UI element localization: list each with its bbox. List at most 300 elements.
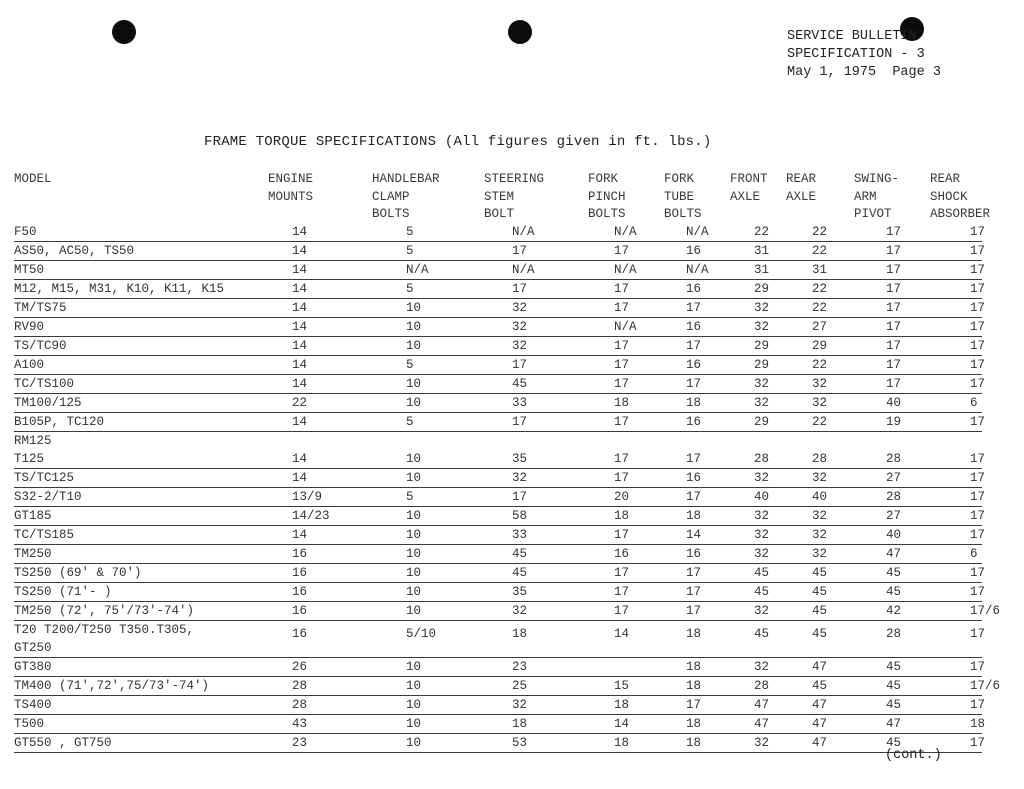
cell-rear-axle: 45: [812, 585, 828, 599]
col-header-rear-axle: REAR AXLE: [786, 172, 817, 204]
table-row: [14, 469, 986, 488]
cell-rear-axle: 22: [812, 244, 828, 258]
cell-handlebar-clamp: 5: [406, 282, 414, 296]
cell-rear-shock: 17: [970, 377, 986, 391]
cell-handlebar-clamp: 5: [406, 490, 414, 504]
cell-rear-shock: 17: [970, 471, 986, 485]
cell-engine-mounts: 28: [292, 679, 308, 693]
cell-rear-shock: 17: [970, 528, 986, 542]
cell-fork-tube: 18: [686, 509, 702, 523]
cell-front-axle: 32: [754, 377, 770, 391]
cell-steering-stem: 25: [512, 679, 528, 693]
col-header-model: MODEL: [14, 172, 52, 186]
cell-rear-axle: 31: [812, 263, 828, 277]
cell-swing-arm: 17: [886, 358, 902, 372]
cell-steering-stem: 45: [512, 566, 528, 580]
cell-steering-stem: 17: [512, 358, 528, 372]
col-header-steering-stem: STEERING STEM BOLT: [484, 172, 545, 221]
cell-steering-stem: 23: [512, 660, 528, 674]
cell-swing-arm: 45: [886, 566, 902, 580]
cell-engine-mounts: 43: [292, 717, 308, 731]
cell-steering-stem: 32: [512, 698, 528, 712]
table-row: [14, 677, 1001, 696]
cell-swing-arm: 45: [886, 585, 902, 599]
cell-handlebar-clamp: 10: [406, 566, 422, 580]
cell-fork-pinch: 18: [614, 698, 630, 712]
cell-rear-axle: 22: [812, 301, 828, 315]
cell-fork-tube: 16: [686, 282, 702, 296]
col-header-handlebar-clamp: HANDLEBAR CLAMP BOLTS: [372, 172, 440, 221]
torque-table: [14, 223, 1001, 753]
table-row: [14, 507, 986, 526]
cell-handlebar-clamp: 5: [406, 415, 414, 429]
row-model: MT50: [14, 263, 45, 277]
cell-front-axle: 29: [754, 358, 770, 372]
cell-rear-shock: 6: [970, 396, 978, 410]
cell-fork-pinch: 17: [614, 566, 630, 580]
cell-fork-pinch: 14: [614, 717, 630, 731]
cell-rear-shock: 17: [970, 509, 986, 523]
cell-engine-mounts: 14: [292, 225, 308, 239]
cell-fork-pinch: 17: [614, 452, 630, 466]
cell-steering-stem: 32: [512, 471, 528, 485]
cell-rear-axle: 29: [812, 339, 828, 353]
cell-front-axle: 28: [754, 679, 770, 693]
cell-handlebar-clamp: 5/10: [406, 627, 437, 641]
cell-front-axle: 45: [754, 566, 770, 580]
cell-swing-arm: 27: [886, 509, 902, 523]
cell-fork-tube: 18: [686, 660, 702, 674]
cell-handlebar-clamp: 10: [406, 509, 422, 523]
cell-front-axle: 45: [754, 627, 770, 641]
cell-swing-arm: 47: [886, 717, 902, 731]
row-model: TS250 (71'- ): [14, 585, 112, 599]
cell-rear-shock: 17: [970, 301, 986, 315]
row-model: T125: [14, 452, 45, 466]
cell-fork-pinch: 15: [614, 679, 630, 693]
cell-rear-axle: 22: [812, 415, 828, 429]
bulletin-line-3: May 1, 1975 Page 3: [787, 65, 941, 80]
cell-rear-axle: 40: [812, 490, 828, 504]
table-row: [14, 318, 986, 337]
col-header-rear-shock: REAR SHOCK ABSORBER: [930, 172, 991, 221]
table-row: [14, 545, 982, 564]
cell-fork-pinch: 17: [614, 301, 630, 315]
cell-fork-tube: 16: [686, 244, 702, 258]
cell-fork-tube: 17: [686, 604, 702, 618]
cell-rear-axle: 45: [812, 604, 828, 618]
cell-handlebar-clamp: 5: [406, 244, 414, 258]
cell-front-axle: 32: [754, 301, 770, 315]
cell-steering-stem: 17: [512, 490, 528, 504]
cell-rear-shock: 17: [970, 415, 986, 429]
cell-rear-axle: 45: [812, 627, 828, 641]
cell-engine-mounts: 14: [292, 320, 308, 334]
cell-fork-pinch: 17: [614, 377, 630, 391]
cell-engine-mounts: 14: [292, 282, 308, 296]
cell-steering-stem: 17: [512, 244, 528, 258]
row-model: F50: [14, 225, 37, 239]
cell-front-axle: 40: [754, 490, 770, 504]
cell-front-axle: 32: [754, 660, 770, 674]
cell-handlebar-clamp: 10: [406, 471, 422, 485]
cell-steering-stem: N/A: [512, 263, 535, 277]
cell-handlebar-clamp: 10: [406, 679, 422, 693]
cell-swing-arm: 40: [886, 528, 902, 542]
cell-front-axle: 45: [754, 585, 770, 599]
cell-handlebar-clamp: 10: [406, 604, 422, 618]
cell-steering-stem: 32: [512, 604, 528, 618]
cell-engine-mounts: 14: [292, 471, 308, 485]
cell-rear-shock: 17: [970, 627, 986, 641]
table-row: [14, 261, 986, 280]
cell-handlebar-clamp: 5: [406, 358, 414, 372]
cell-fork-pinch: N/A: [614, 263, 637, 277]
cell-engine-mounts: 14/23: [292, 509, 330, 523]
cell-rear-axle: 32: [812, 509, 828, 523]
cell-swing-arm: 40: [886, 396, 902, 410]
cell-engine-mounts: 14: [292, 415, 308, 429]
cell-front-axle: 32: [754, 528, 770, 542]
row-model: TS/TC125: [14, 471, 75, 485]
cell-fork-tube: 18: [686, 717, 702, 731]
cell-front-axle: 32: [754, 736, 770, 750]
cell-rear-shock: 17: [970, 698, 986, 712]
cell-fork-tube: 17: [686, 585, 702, 599]
cell-rear-shock: 17: [970, 225, 986, 239]
cell-handlebar-clamp: 10: [406, 698, 422, 712]
cell-fork-pinch: 18: [614, 509, 630, 523]
cell-fork-tube: 18: [686, 396, 702, 410]
col-header-front-axle: FRONT AXLE: [730, 172, 768, 204]
table-row: [14, 223, 986, 242]
cell-rear-shock: 17: [970, 490, 986, 504]
row-model: T20 T200/T250 T350.T305, GT250: [14, 623, 195, 655]
col-header-fork-tube: FORK TUBE BOLTS: [664, 172, 702, 221]
table-row: [14, 734, 986, 753]
cell-rear-axle: 27: [812, 320, 828, 334]
page-title: FRAME TORQUE SPECIFICATIONS (All figures given in ft. lbs.): [204, 134, 712, 150]
cell-engine-mounts: 14: [292, 377, 308, 391]
cell-fork-tube: 18: [686, 736, 702, 750]
cell-rear-axle: 32: [812, 377, 828, 391]
cell-fork-tube: 17: [686, 301, 702, 315]
cell-rear-shock: 17: [970, 585, 986, 599]
cell-engine-mounts: 23: [292, 736, 308, 750]
cell-rear-shock: 17: [970, 339, 986, 353]
cell-rear-shock: 17: [970, 358, 986, 372]
cell-steering-stem: 18: [512, 627, 528, 641]
cell-rear-axle: 32: [812, 547, 828, 561]
cell-rear-axle: 28: [812, 452, 828, 466]
cell-rear-shock: 17: [970, 244, 986, 258]
cell-front-axle: 28: [754, 452, 770, 466]
cell-swing-arm: 27: [886, 471, 902, 485]
table-row: [14, 356, 986, 375]
row-model: GT185: [14, 509, 52, 523]
cell-fork-pinch: 16: [614, 547, 630, 561]
row-model: RV90: [14, 320, 45, 334]
cell-engine-mounts: 26: [292, 660, 308, 674]
cell-front-axle: 32: [754, 604, 770, 618]
table-row: [14, 413, 986, 432]
cell-swing-arm: 17: [886, 263, 902, 277]
cell-engine-mounts: 14: [292, 263, 308, 277]
cell-fork-tube: 17: [686, 566, 702, 580]
cell-rear-axle: 45: [812, 566, 828, 580]
cell-steering-stem: 53: [512, 736, 528, 750]
row-model: TC/TS185: [14, 528, 75, 542]
table-row: [14, 432, 982, 450]
row-model: TM250: [14, 547, 52, 561]
cell-rear-axle: 47: [812, 698, 828, 712]
cell-rear-shock: 17/6: [970, 604, 1001, 618]
cell-rear-axle: 47: [812, 717, 828, 731]
cell-engine-mounts: 16: [292, 585, 308, 599]
cell-swing-arm: 19: [886, 415, 902, 429]
cell-handlebar-clamp: 10: [406, 660, 422, 674]
cell-front-axle: 32: [754, 320, 770, 334]
cell-rear-axle: 32: [812, 396, 828, 410]
cell-rear-axle: 45: [812, 679, 828, 693]
cell-front-axle: 22: [754, 225, 770, 239]
cell-steering-stem: 17: [512, 282, 528, 296]
cell-rear-shock: 17: [970, 566, 986, 580]
bulletin-line-2: SPECIFICATION - 3: [787, 47, 925, 62]
cell-fork-pinch: 17: [614, 415, 630, 429]
cell-rear-axle: 47: [812, 660, 828, 674]
cell-handlebar-clamp: 10: [406, 339, 422, 353]
cell-engine-mounts: 14: [292, 358, 308, 372]
cell-swing-arm: 42: [886, 604, 902, 618]
cell-handlebar-clamp: 10: [406, 547, 422, 561]
col-header-fork-pinch: FORK PINCH BOLTS: [588, 172, 626, 221]
table-row: [14, 280, 986, 299]
row-model: TM100/125: [14, 396, 82, 410]
row-model: AS50, AC50, TS50: [14, 244, 135, 258]
row-model: TC/TS100: [14, 377, 75, 391]
cell-fork-pinch: 17: [614, 282, 630, 296]
cell-handlebar-clamp: 10: [406, 717, 422, 731]
cell-engine-mounts: 14: [292, 452, 308, 466]
cell-fork-tube: 14: [686, 528, 702, 542]
cell-fork-tube: 18: [686, 627, 702, 641]
cell-fork-tube: N/A: [686, 225, 709, 239]
cell-rear-shock: 17: [970, 452, 986, 466]
cell-swing-arm: 47: [886, 547, 902, 561]
cell-fork-tube: 16: [686, 415, 702, 429]
cell-engine-mounts: 13/9: [292, 490, 323, 504]
cell-swing-arm: 28: [886, 627, 902, 641]
col-header-engine-mounts: ENGINE MOUNTS: [268, 172, 314, 204]
cell-swing-arm: 17: [886, 339, 902, 353]
cell-handlebar-clamp: 10: [406, 528, 422, 542]
cell-front-axle: 29: [754, 339, 770, 353]
row-model: TM400 (71',72',75/73'-74'): [14, 679, 210, 693]
cell-handlebar-clamp: 10: [406, 377, 422, 391]
cell-rear-shock: 18: [970, 717, 986, 731]
bulletin-line-1: SERVICE BULLETIN: [787, 29, 917, 44]
punch-hole-center: [508, 20, 532, 44]
cell-rear-shock: 17/6: [970, 679, 1001, 693]
continued-note: (cont.): [885, 748, 942, 763]
cell-front-axle: 32: [754, 509, 770, 523]
cell-swing-arm: 17: [886, 320, 902, 334]
cell-steering-stem: 18: [512, 717, 528, 731]
row-model: TS/TC90: [14, 339, 67, 353]
cell-steering-stem: 32: [512, 339, 528, 353]
cell-fork-tube: N/A: [686, 263, 709, 277]
cell-engine-mounts: 14: [292, 301, 308, 315]
cell-front-axle: 31: [754, 244, 770, 258]
cell-swing-arm: 17: [886, 244, 902, 258]
cell-front-axle: 31: [754, 263, 770, 277]
cell-fork-pinch: N/A: [614, 320, 637, 334]
row-model: TM/TS75: [14, 301, 67, 315]
cell-handlebar-clamp: N/A: [406, 263, 429, 277]
cell-fork-pinch: 17: [614, 528, 630, 542]
cell-fork-pinch: 18: [614, 736, 630, 750]
cell-handlebar-clamp: 10: [406, 320, 422, 334]
row-model: A100: [14, 358, 45, 372]
punch-hole-left: [112, 20, 136, 44]
cell-fork-tube: 17: [686, 377, 702, 391]
bulletin-header: [787, 28, 941, 82]
cell-swing-arm: 45: [886, 660, 902, 674]
cell-front-axle: 29: [754, 282, 770, 296]
row-model: TM250 (72', 75'/73'-74'): [14, 604, 195, 618]
cell-fork-pinch: 18: [614, 396, 630, 410]
row-model: M12, M15, M31, K10, K11, K15: [14, 282, 225, 296]
cell-fork-tube: 17: [686, 698, 702, 712]
cell-engine-mounts: 16: [292, 604, 308, 618]
row-model: S32-2/T10: [14, 490, 82, 504]
table-row: [14, 242, 986, 261]
cell-fork-tube: 17: [686, 490, 702, 504]
cell-front-axle: 47: [754, 698, 770, 712]
cell-fork-pinch: 17: [614, 471, 630, 485]
cell-steering-stem: 33: [512, 396, 528, 410]
cell-fork-pinch: 20: [614, 490, 630, 504]
row-model: GT550 , GT750: [14, 736, 112, 750]
cell-fork-tube: 16: [686, 471, 702, 485]
cell-rear-axle: 47: [812, 736, 828, 750]
cell-rear-shock: 17: [970, 320, 986, 334]
row-model: TS400: [14, 698, 52, 712]
cell-rear-axle: 22: [812, 282, 828, 296]
cell-steering-stem: 32: [512, 301, 528, 315]
cell-swing-arm: 17: [886, 377, 902, 391]
col-header-swing-arm: SWING- ARM PIVOT: [854, 172, 900, 221]
cell-rear-axle: 32: [812, 471, 828, 485]
cell-fork-pinch: 17: [614, 604, 630, 618]
table-row: [14, 526, 986, 545]
table-row: [14, 488, 986, 507]
table-row: [14, 621, 986, 658]
table-row: [14, 337, 986, 356]
cell-front-axle: 47: [754, 717, 770, 731]
cell-front-axle: 32: [754, 547, 770, 561]
cell-rear-shock: 17: [970, 263, 986, 277]
cell-swing-arm: 45: [886, 736, 902, 750]
cell-handlebar-clamp: 10: [406, 396, 422, 410]
row-model: B105P, TC120: [14, 415, 105, 429]
cell-rear-shock: 17: [970, 736, 986, 750]
cell-steering-stem: 45: [512, 547, 528, 561]
cell-engine-mounts: 28: [292, 698, 308, 712]
table-row: [14, 450, 986, 469]
table-row: [14, 583, 986, 602]
cell-rear-axle: 22: [812, 225, 828, 239]
cell-engine-mounts: 14: [292, 339, 308, 353]
cell-fork-tube: 16: [686, 547, 702, 561]
table-row: [14, 696, 986, 715]
cell-fork-pinch: 14: [614, 627, 630, 641]
cell-engine-mounts: 16: [292, 547, 308, 561]
cell-fork-pinch: 17: [614, 585, 630, 599]
table-row: [14, 602, 1001, 621]
table-row: [14, 715, 986, 734]
cell-rear-axle: 22: [812, 358, 828, 372]
cell-fork-tube: 17: [686, 339, 702, 353]
cell-swing-arm: 28: [886, 452, 902, 466]
cell-steering-stem: 45: [512, 377, 528, 391]
cell-front-axle: 32: [754, 396, 770, 410]
row-model: GT380: [14, 660, 52, 674]
cell-fork-pinch: 17: [614, 244, 630, 258]
table-row: [14, 658, 986, 677]
cell-swing-arm: 45: [886, 698, 902, 712]
cell-swing-arm: 17: [886, 225, 902, 239]
cell-rear-shock: 17: [970, 282, 986, 296]
cell-handlebar-clamp: 10: [406, 301, 422, 315]
cell-fork-pinch: 17: [614, 358, 630, 372]
cell-fork-pinch: 17: [614, 339, 630, 353]
cell-swing-arm: 17: [886, 282, 902, 296]
cell-fork-tube: 17: [686, 452, 702, 466]
cell-steering-stem: 35: [512, 452, 528, 466]
cell-rear-axle: 32: [812, 528, 828, 542]
cell-engine-mounts: 14: [292, 528, 308, 542]
cell-steering-stem: 17: [512, 415, 528, 429]
cell-engine-mounts: 22: [292, 396, 308, 410]
table-row: [14, 564, 986, 583]
cell-rear-shock: 17: [970, 660, 986, 674]
cell-handlebar-clamp: 10: [406, 736, 422, 750]
cell-steering-stem: 32: [512, 320, 528, 334]
table-row: [14, 375, 986, 394]
table-row: [14, 394, 982, 413]
row-model: RM125: [14, 434, 52, 448]
cell-steering-stem: N/A: [512, 225, 535, 239]
cell-rear-shock: 6: [970, 547, 978, 561]
cell-steering-stem: 33: [512, 528, 528, 542]
row-model: T500: [14, 717, 45, 731]
cell-fork-tube: 18: [686, 679, 702, 693]
cell-handlebar-clamp: 10: [406, 452, 422, 466]
cell-engine-mounts: 14: [292, 244, 308, 258]
cell-steering-stem: 58: [512, 509, 528, 523]
cell-front-axle: 32: [754, 471, 770, 485]
row-model: TS250 (69' & 70'): [14, 566, 142, 580]
cell-handlebar-clamp: 5: [406, 225, 414, 239]
cell-front-axle: 29: [754, 415, 770, 429]
cell-engine-mounts: 16: [292, 566, 308, 580]
cell-handlebar-clamp: 10: [406, 585, 422, 599]
cell-fork-tube: 16: [686, 320, 702, 334]
cell-steering-stem: 35: [512, 585, 528, 599]
cell-engine-mounts: 16: [292, 627, 308, 641]
